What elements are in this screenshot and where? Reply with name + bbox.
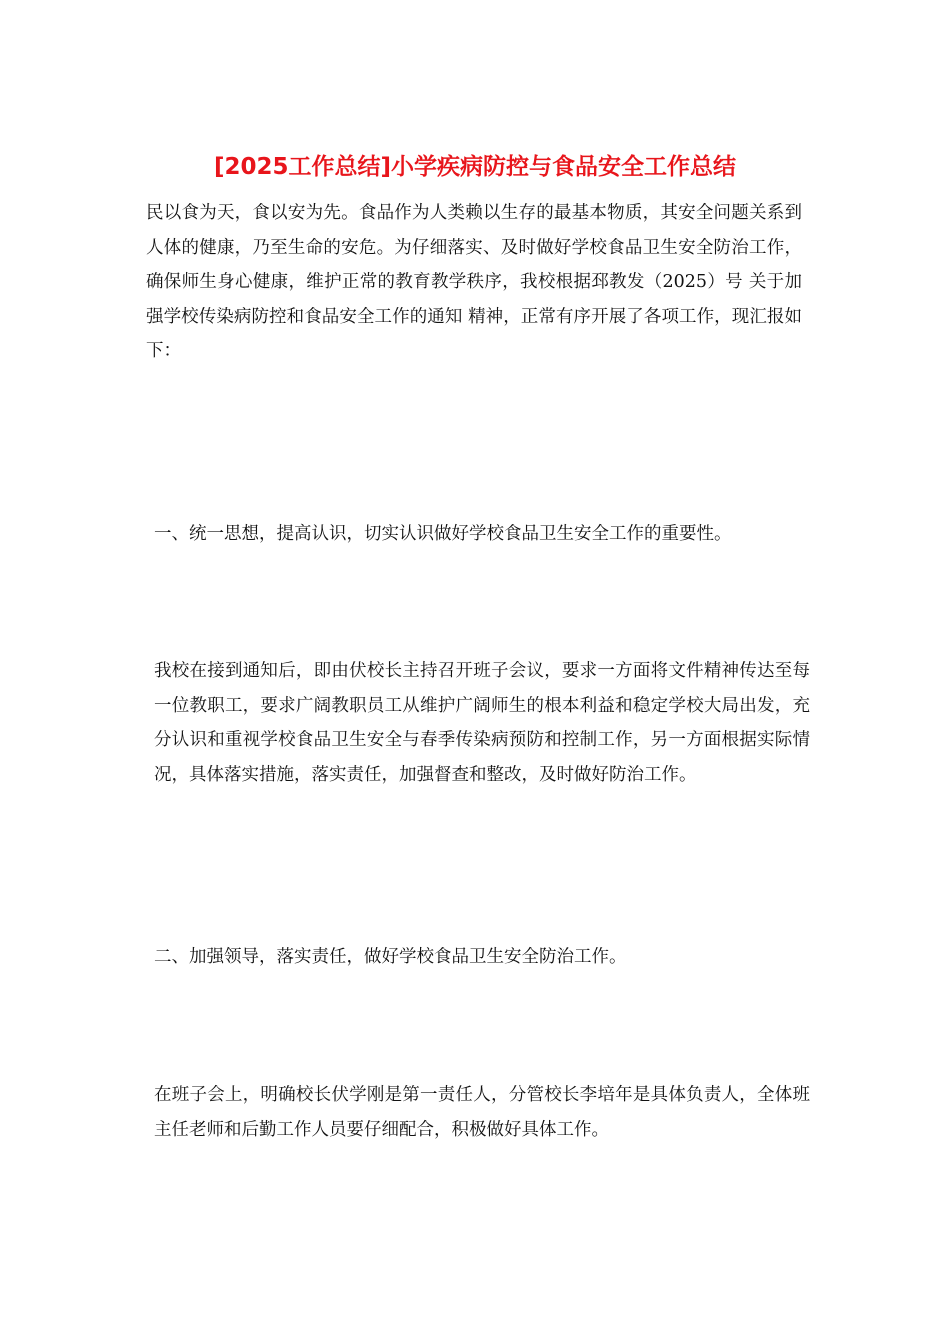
- section-1-paragraph: 我校在接到通知后，即由伏校长主持召开班子会议，要求一方面将文件精神传达至每一位教职工，要求广阔教职员工从维护广阔师生的根本利益和稳定学校大局出发，充分认识和重视学校食品卫生安全与春季传染病预防和控制工作，另一方面根据实际情况，具体落实措施，落实责任，加强督查和整改，及时做好防治工作。: [154, 661, 810, 785]
- section-2-heading: 二、加强领导，落实责任，做好学校食品卫生安全防治工作。: [154, 947, 627, 967]
- document-title: [2025工作总结]小学疾病防控与食品安全工作总结: [213, 154, 737, 180]
- intro-paragraph: 民以食为天，食以安为先。食品作为人类赖以生存的最基本物质，其安全问题关系到人体的健康，乃至生命的安危。为仔细落实、及时做好学校食品卫生安全防治工作，确保师生身心健康，维护正常的教育教学秩序，我校根据邳教发（2025）号 关于加强学校传染病防控和食品安全工作的通知 精神，正常有序开展了各项工作，现汇报如下：: [146, 203, 802, 361]
- section-1-heading: 一、统一思想，提高认识，切实认识做好学校食品卫生安全工作的重要性。: [154, 524, 732, 544]
- section-2-paragraph: 在班子会上，明确校长伏学刚是第一责任人，分管校长李培年是具体负责人，全体班主任老师和后勤工作人员要仔细配合，积极做好具体工作。: [154, 1085, 810, 1140]
